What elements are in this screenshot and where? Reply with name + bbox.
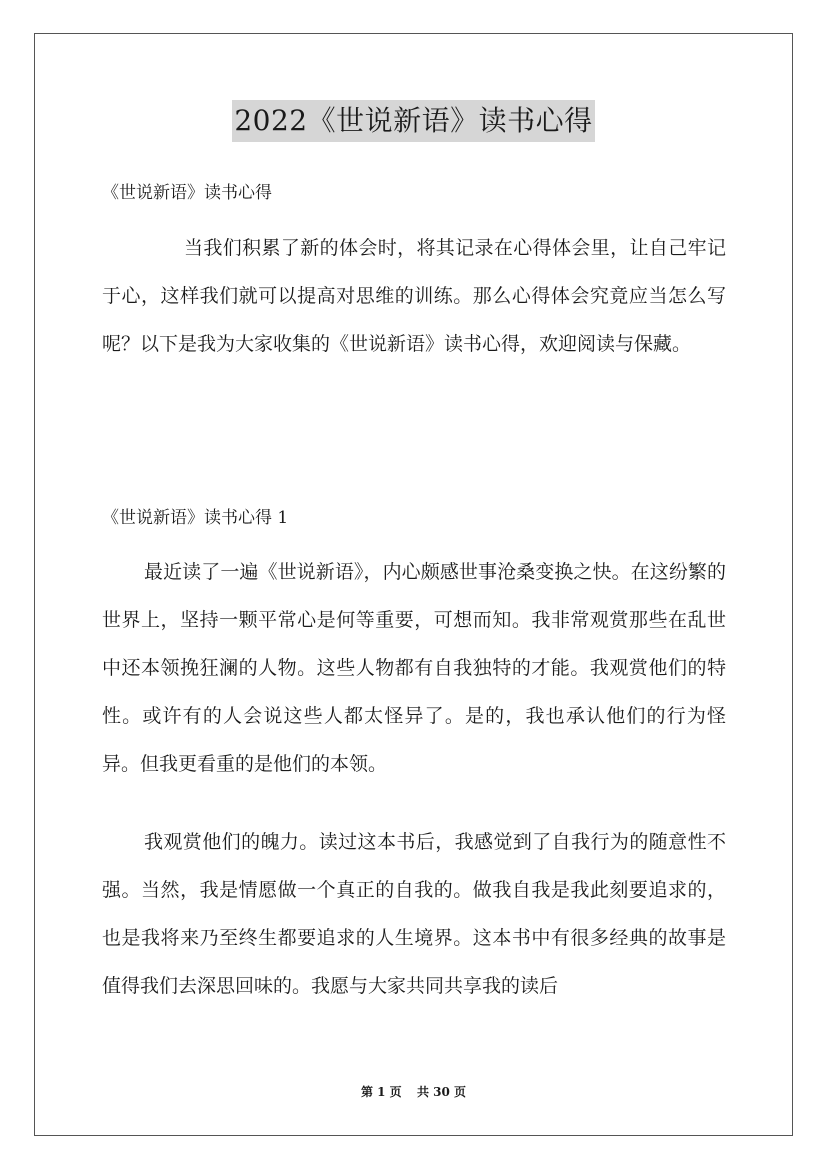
title-container	[0, 100, 827, 142]
total-pages: 共 30 页	[416, 1085, 467, 1099]
footer-spacer	[406, 1085, 414, 1099]
page-footer	[0, 1083, 827, 1101]
intro-paragraph: 当我们积累了新的体会时，将其记录在心得体会里，让自己牢记于心，这样我们就可以提高对思维的训练。那么心得体会究竟应当怎么写呢？以下是我为大家收集的《世说新语》读书心得，欢迎阅读与保藏。	[102, 237, 726, 355]
document-subtitle: 《世说新语》读书心得	[102, 183, 272, 203]
body-paragraph-2: 我观赏他们的魄力。读过这本书后，我感觉到了自我行为的随意性不强。当然，我是情愿做一个真正的自我的。做我自我是我此刻要追求的，也是我将来乃至终生都要追求的人生境界。这本书中有很多经典的故事是值得我们去深思回味的。我愿与大家共同共享我的读后	[102, 831, 726, 997]
body-paragraph-1: 最近读了一遍《世说新语》，内心颇感世事沧桑变换之快。在这纷繁的世界上，坚持一颗平常心是何等重要，可想而知。我非常观赏那些在乱世中还本领挽狂澜的人物。这些人物都有自我独特的才能。我观赏他们的特性。或许有的人会说这些人都太怪异了。是的，我也承认他们的行为怪异。但我更看重的是他们的本领。	[102, 561, 726, 775]
section-heading: 《世说新语》读书心得 1	[102, 508, 289, 528]
document-title: 2022《世说新语》读书心得	[232, 100, 594, 142]
page-number: 第 1 页	[360, 1085, 402, 1099]
